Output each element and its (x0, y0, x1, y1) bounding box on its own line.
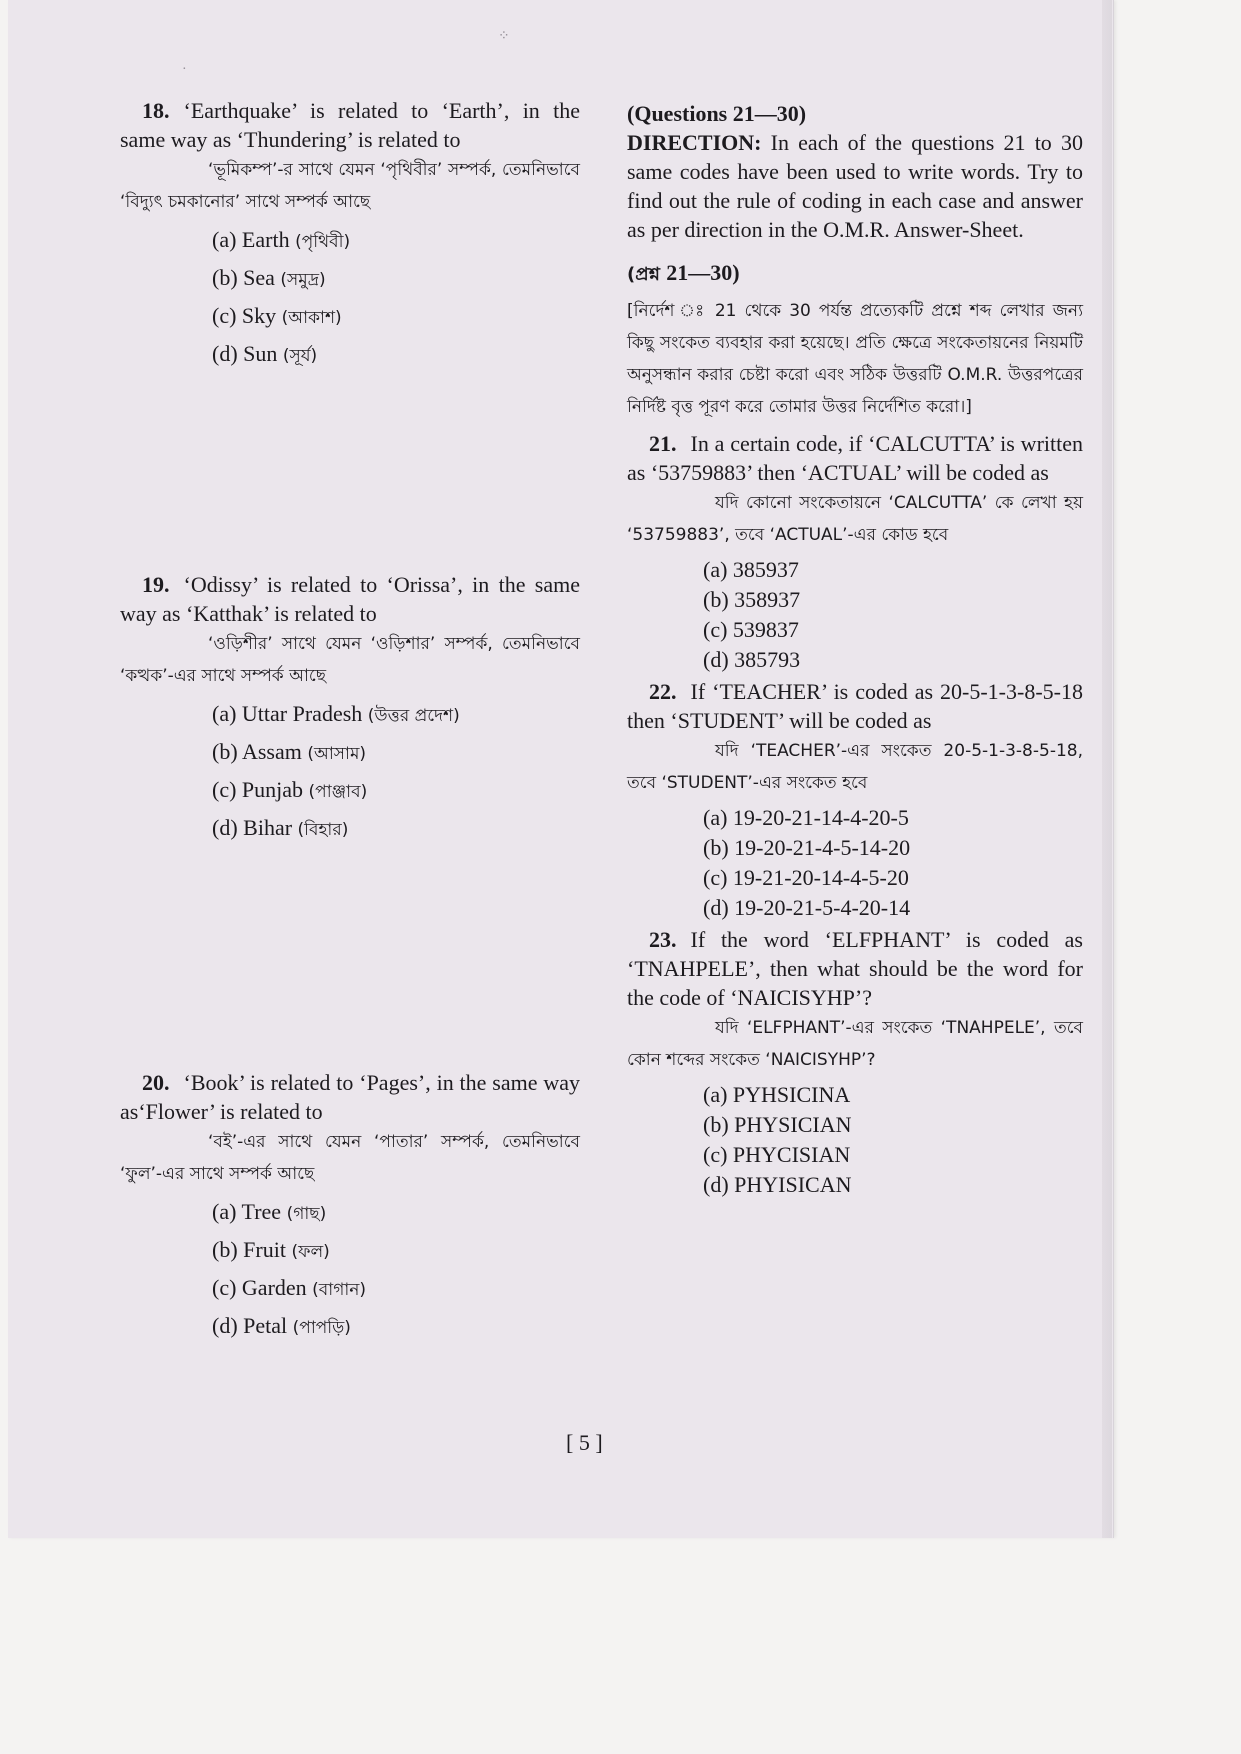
options-list (627, 1080, 1083, 1200)
options-list (120, 222, 580, 374)
direction-paragraph: DIRECTION: In each of the questions 21 to 30 same codes have been used to write words. Try to find out the rule of coding in each case and answer as per direction in the O.M.R. Answer-Sheet. (627, 130, 1083, 242)
left-column (120, 96, 580, 1346)
question-19 (120, 570, 580, 848)
option-b: (b) 358937 (703, 587, 801, 612)
options-list (120, 1194, 580, 1346)
question-text: 18. ‘Earthquake’ is related to ‘Earth’, in the same way as ‘Thundering’ is related to (120, 98, 580, 152)
option-d: (d) 385793 (703, 647, 801, 672)
question-text: 22. If ‘TEACHER’ is coded as 20-5-1-3-8-5-18 then ‘STUDENT’ will be coded as (627, 679, 1083, 733)
question-18 (120, 96, 580, 374)
option-b: (b) Fruit (ফল) (212, 1237, 330, 1262)
right-column (627, 99, 1083, 1200)
direction-label: DIRECTION: (627, 130, 762, 155)
options-list (627, 555, 1083, 675)
option-a: (a) Earth (পৃথিবী) (212, 227, 351, 252)
question-text: 19. ‘Odissy’ is related to ‘Orissa’, in the same way as ‘Katthak’ is related to (120, 572, 580, 626)
question-number: 21. (649, 431, 677, 456)
option-b: (b) Assam (আসাম) (212, 739, 367, 764)
option-d: (d) Petal (পাপড়ি) (212, 1313, 351, 1338)
question-number: 22. (649, 679, 677, 704)
print-mark: ⁘ (498, 29, 510, 44)
option-c: (c) 19-21-20-14-4-5-20 (703, 865, 909, 890)
option-b: (b) 19-20-21-4-5-14-20 (703, 835, 911, 860)
section-heading: (Questions 21—30) (627, 101, 807, 126)
option-a: (a) Uttar Pradesh (উত্তর প্রদেশ) (212, 701, 460, 726)
question-number: 19. (142, 572, 170, 597)
option-d: (d) Sun (সূর্য) (212, 341, 318, 366)
options-list (120, 696, 580, 848)
question-text-bengali: ‘বই’-এর সাথে যেমন ‘পাতার’ সম্পর্ক, তেমনিভাবে ‘ফুল’-এর সাথে সম্পর্ক আছে (120, 1132, 580, 1184)
direction-bengali: [নির্দেশ ঃ 21 থেকে 30 পর্যন্ত প্রত্যেকটি প্রশ্নে শব্দ লেখার জন্য কিছু সংকেত ব্যবহার করা হয়েছে। প্রতি ক্ষেত্রে সংকেতায়নের নিয়মটি অনুসন্ধান করার চেষ্টা করো এবং সঠিক উত্তরটি O.M.R. উত্তরপত্রের নির্দিষ্ট বৃত্ত পূরণ করে তোমার উত্তর নির্দেশিত করো।] (627, 301, 1083, 417)
option-c: (c) Garden (বাগান) (212, 1275, 367, 1300)
options-list (627, 803, 1083, 923)
question-text: 23. If the word ‘ELFPHANT’ is coded as ‘TNAHPELE’, then what should be the word for the code of ‘NAICISYHP’? (627, 927, 1083, 1010)
page-number: [ 5 ] (566, 1430, 603, 1455)
question-21 (627, 429, 1083, 675)
page-fold-shadow (1102, 0, 1112, 1538)
question-23 (627, 925, 1083, 1200)
option-c: (c) Sky (আকাশ) (212, 303, 342, 328)
option-d: (d) PHYISICAN (703, 1172, 852, 1197)
option-c: (c) PHYCISIAN (703, 1142, 851, 1167)
question-text: 21. In a certain code, if ‘CALCUTTA’ is written as ‘53759883’ then ‘ACTUAL’ will be coded as (627, 431, 1083, 485)
question-22 (627, 677, 1083, 923)
option-a: (a) 19-20-21-14-4-20-5 (703, 805, 909, 830)
question-number: 20. (142, 1070, 170, 1095)
question-number: 23. (649, 927, 677, 952)
option-c: (c) 539837 (703, 617, 799, 642)
option-b: (b) Sea (সমুদ্র) (212, 265, 326, 290)
question-text: 20. ‘Book’ is related to ‘Pages’, in the same way as‘Flower’ is related to (120, 1070, 580, 1124)
option-a: (a) PYHSICINA (703, 1082, 851, 1107)
option-c: (c) Punjab (পাঞ্জাব) (212, 777, 368, 802)
option-a: (a) Tree (গাছ) (212, 1199, 327, 1224)
question-text-bengali: ‘ওড়িশীর’ সাথে যেমন ‘ওড়িশার’ সম্পর্ক, তেমনিভাবে ‘কত্থক’-এর সাথে সম্পর্ক আছে (120, 634, 580, 686)
question-text-bengali: যদি কোনো সংকেতায়নে ‘CALCUTTA’ কে লেখা হয় ‘53759883’, তবে ‘ACTUAL’-এর কোড হবে (627, 493, 1083, 545)
question-number: 18. (142, 98, 170, 123)
section-heading-bengali: (প্রশ্ন 21—30) (627, 260, 740, 285)
question-text-bengali: ‘ভূমিকম্প’-র সাথে যেমন ‘পৃথিবীর’ সম্পর্ক, তেমনিভাবে ‘বিদ্যুৎ চমকানোর’ সাথে সম্পর্ক আছে (120, 160, 580, 212)
question-20 (120, 1068, 580, 1346)
option-d: (d) Bihar (বিহার) (212, 815, 349, 840)
option-a: (a) 385937 (703, 557, 799, 582)
option-d: (d) 19-20-21-5-4-20-14 (703, 895, 911, 920)
print-dot: · (182, 62, 187, 77)
question-text-bengali: যদি ‘ELFPHANT’-এর সংকেত ‘TNAHPELE’, তবে কোন শব্দের সংকেত ‘NAICISYHP’? (627, 1018, 1083, 1070)
option-b: (b) PHYSICIAN (703, 1112, 852, 1137)
question-text-bengali: যদি ‘TEACHER’-এর সংকেত 20-5-1-3-8-5-18, তবে ‘STUDENT’-এর সংকেত হবে (627, 741, 1083, 793)
